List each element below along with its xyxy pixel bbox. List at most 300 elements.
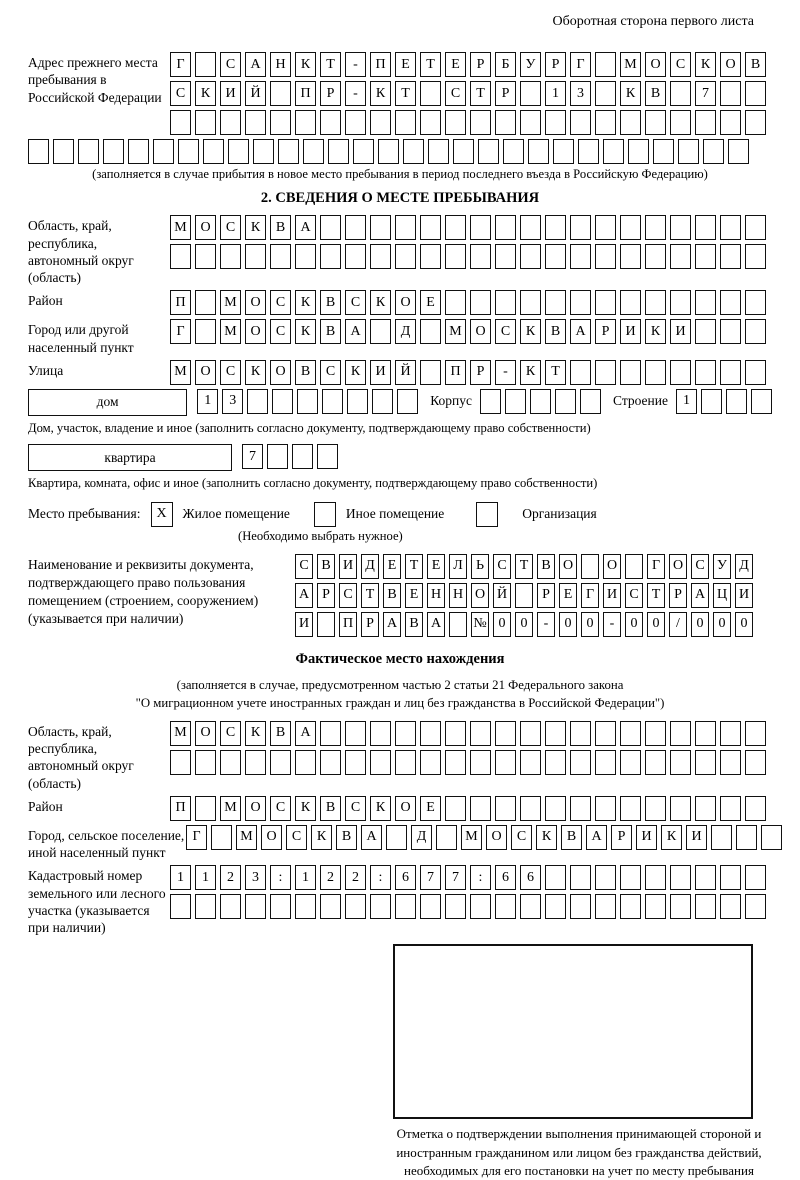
char-cell[interactable]: Т <box>420 52 441 77</box>
char-cell[interactable] <box>695 750 716 775</box>
char-cell[interactable] <box>478 139 499 164</box>
char-cell[interactable] <box>353 139 374 164</box>
char-cell[interactable] <box>570 244 591 269</box>
char-cell[interactable] <box>620 290 641 315</box>
char-cell[interactable] <box>620 894 641 919</box>
char-cell[interactable]: В <box>320 319 341 344</box>
char-cell[interactable]: Т <box>515 554 533 579</box>
char-cell[interactable]: С <box>345 796 366 821</box>
char-cell[interactable] <box>428 139 449 164</box>
char-cell[interactable]: У <box>520 52 541 77</box>
char-cell[interactable] <box>595 81 616 106</box>
char-cell[interactable]: М <box>170 721 191 746</box>
char-cell[interactable] <box>470 796 491 821</box>
char-cell[interactable] <box>578 139 599 164</box>
char-cell[interactable] <box>520 721 541 746</box>
char-cell[interactable]: - <box>537 612 555 637</box>
char-cell[interactable] <box>320 110 341 135</box>
char-cell[interactable] <box>761 825 782 850</box>
char-cell[interactable] <box>553 139 574 164</box>
char-cell[interactable]: Г <box>186 825 207 850</box>
char-cell[interactable]: А <box>383 612 401 637</box>
char-cell[interactable] <box>295 244 316 269</box>
char-cell[interactable] <box>320 750 341 775</box>
char-cell[interactable] <box>195 290 216 315</box>
char-cell[interactable]: Т <box>545 360 566 385</box>
char-cell[interactable]: Р <box>470 52 491 77</box>
char-cell[interactable]: Д <box>395 319 416 344</box>
char-cell[interactable]: 0 <box>713 612 731 637</box>
char-cell[interactable] <box>678 139 699 164</box>
char-cell[interactable] <box>645 215 666 240</box>
char-cell[interactable] <box>736 825 757 850</box>
char-cell[interactable] <box>695 721 716 746</box>
char-cell[interactable]: В <box>336 825 357 850</box>
char-cell[interactable] <box>726 389 747 414</box>
char-cell[interactable]: 0 <box>691 612 709 637</box>
char-cell[interactable]: 1 <box>170 865 191 890</box>
char-cell[interactable] <box>170 750 191 775</box>
char-cell[interactable]: Н <box>449 583 467 608</box>
char-cell[interactable] <box>670 215 691 240</box>
char-cell[interactable]: 3 <box>245 865 266 890</box>
char-cell[interactable] <box>397 389 418 414</box>
char-cell[interactable]: 3 <box>222 389 243 414</box>
char-cell[interactable]: № <box>471 612 489 637</box>
char-cell[interactable]: К <box>345 360 366 385</box>
char-cell[interactable]: К <box>195 81 216 106</box>
char-cell[interactable] <box>645 750 666 775</box>
char-cell[interactable] <box>103 139 124 164</box>
char-cell[interactable]: И <box>735 583 753 608</box>
char-cell[interactable]: В <box>645 81 666 106</box>
char-cell[interactable] <box>345 244 366 269</box>
char-cell[interactable]: О <box>395 796 416 821</box>
char-cell[interactable] <box>670 796 691 821</box>
char-cell[interactable]: И <box>670 319 691 344</box>
char-cell[interactable] <box>720 750 741 775</box>
char-cell[interactable]: С <box>220 721 241 746</box>
char-cell[interactable] <box>570 360 591 385</box>
char-cell[interactable] <box>520 110 541 135</box>
char-cell[interactable]: 6 <box>495 865 516 890</box>
char-cell[interactable] <box>245 894 266 919</box>
char-cell[interactable] <box>720 110 741 135</box>
char-cell[interactable] <box>545 750 566 775</box>
char-cell[interactable] <box>620 110 641 135</box>
char-cell[interactable] <box>520 290 541 315</box>
char-cell[interactable]: 0 <box>647 612 665 637</box>
char-cell[interactable]: В <box>537 554 555 579</box>
char-cell[interactable] <box>645 244 666 269</box>
char-cell[interactable]: 2 <box>320 865 341 890</box>
char-cell[interactable] <box>503 139 524 164</box>
char-cell[interactable]: О <box>470 319 491 344</box>
char-cell[interactable]: П <box>295 81 316 106</box>
char-cell[interactable] <box>303 139 324 164</box>
stay-type-checkbox-residential[interactable]: X <box>151 502 173 527</box>
char-cell[interactable] <box>170 244 191 269</box>
stay-type-checkbox-organization[interactable] <box>476 502 498 527</box>
char-cell[interactable] <box>745 721 766 746</box>
char-cell[interactable] <box>720 894 741 919</box>
char-cell[interactable]: С <box>691 554 709 579</box>
char-cell[interactable] <box>345 894 366 919</box>
char-cell[interactable]: К <box>536 825 557 850</box>
char-cell[interactable] <box>570 750 591 775</box>
char-cell[interactable]: Р <box>495 81 516 106</box>
char-cell[interactable] <box>745 110 766 135</box>
char-cell[interactable] <box>295 750 316 775</box>
char-cell[interactable] <box>581 554 599 579</box>
char-cell[interactable] <box>170 110 191 135</box>
char-cell[interactable]: О <box>669 554 687 579</box>
char-cell[interactable] <box>445 721 466 746</box>
char-cell[interactable] <box>670 894 691 919</box>
char-cell[interactable]: 1 <box>295 865 316 890</box>
char-cell[interactable] <box>195 894 216 919</box>
char-cell[interactable] <box>395 894 416 919</box>
char-cell[interactable]: О <box>195 360 216 385</box>
char-cell[interactable]: И <box>636 825 657 850</box>
char-cell[interactable] <box>220 110 241 135</box>
char-cell[interactable]: Р <box>537 583 555 608</box>
char-cell[interactable] <box>720 81 741 106</box>
char-cell[interactable] <box>670 865 691 890</box>
char-cell[interactable] <box>445 750 466 775</box>
char-cell[interactable]: 7 <box>445 865 466 890</box>
char-cell[interactable] <box>720 215 741 240</box>
char-cell[interactable] <box>620 796 641 821</box>
char-cell[interactable] <box>370 215 391 240</box>
char-cell[interactable] <box>670 244 691 269</box>
char-cell[interactable]: Р <box>470 360 491 385</box>
char-cell[interactable]: М <box>620 52 641 77</box>
char-cell[interactable] <box>370 319 391 344</box>
char-cell[interactable]: П <box>370 52 391 77</box>
char-cell[interactable] <box>420 750 441 775</box>
char-cell[interactable] <box>128 139 149 164</box>
char-cell[interactable] <box>595 290 616 315</box>
char-cell[interactable]: Т <box>405 554 423 579</box>
char-cell[interactable]: Ь <box>471 554 489 579</box>
char-cell[interactable] <box>345 110 366 135</box>
char-cell[interactable] <box>545 290 566 315</box>
char-cell[interactable]: А <box>361 825 382 850</box>
char-cell[interactable] <box>445 894 466 919</box>
char-cell[interactable]: Ц <box>713 583 731 608</box>
char-cell[interactable] <box>628 139 649 164</box>
char-cell[interactable] <box>695 110 716 135</box>
char-cell[interactable] <box>445 110 466 135</box>
char-cell[interactable] <box>245 750 266 775</box>
char-cell[interactable] <box>317 612 335 637</box>
char-cell[interactable] <box>322 389 343 414</box>
char-cell[interactable] <box>720 796 741 821</box>
char-cell[interactable]: 0 <box>735 612 753 637</box>
char-cell[interactable]: О <box>471 583 489 608</box>
char-cell[interactable] <box>270 244 291 269</box>
char-cell[interactable]: П <box>170 290 191 315</box>
char-cell[interactable] <box>445 244 466 269</box>
char-cell[interactable] <box>420 894 441 919</box>
char-cell[interactable]: / <box>669 612 687 637</box>
char-cell[interactable]: М <box>220 796 241 821</box>
char-cell[interactable] <box>745 894 766 919</box>
char-cell[interactable] <box>370 750 391 775</box>
char-cell[interactable]: А <box>570 319 591 344</box>
char-cell[interactable]: О <box>720 52 741 77</box>
char-cell[interactable] <box>370 894 391 919</box>
char-cell[interactable]: В <box>270 721 291 746</box>
char-cell[interactable] <box>695 796 716 821</box>
char-cell[interactable]: К <box>245 360 266 385</box>
char-cell[interactable] <box>545 894 566 919</box>
char-cell[interactable] <box>370 244 391 269</box>
char-cell[interactable]: 6 <box>395 865 416 890</box>
char-cell[interactable]: - <box>495 360 516 385</box>
char-cell[interactable]: - <box>345 81 366 106</box>
char-cell[interactable] <box>520 894 541 919</box>
char-cell[interactable] <box>695 894 716 919</box>
char-cell[interactable]: Г <box>581 583 599 608</box>
char-cell[interactable] <box>703 139 724 164</box>
char-cell[interactable]: 6 <box>520 865 541 890</box>
char-cell[interactable]: 0 <box>559 612 577 637</box>
char-cell[interactable] <box>595 865 616 890</box>
char-cell[interactable] <box>372 389 393 414</box>
char-cell[interactable]: В <box>270 215 291 240</box>
char-cell[interactable] <box>395 110 416 135</box>
char-cell[interactable] <box>645 360 666 385</box>
char-cell[interactable]: - <box>603 612 621 637</box>
char-cell[interactable]: 0 <box>493 612 511 637</box>
char-cell[interactable]: А <box>245 52 266 77</box>
char-cell[interactable] <box>470 290 491 315</box>
char-cell[interactable]: Й <box>245 81 266 106</box>
char-cell[interactable] <box>403 139 424 164</box>
char-cell[interactable]: - <box>345 52 366 77</box>
stay-type-checkbox-other-premises[interactable] <box>314 502 336 527</box>
char-cell[interactable] <box>695 290 716 315</box>
char-cell[interactable]: К <box>295 290 316 315</box>
char-cell[interactable]: М <box>220 319 241 344</box>
char-cell[interactable]: К <box>620 81 641 106</box>
char-cell[interactable] <box>745 796 766 821</box>
char-cell[interactable]: О <box>486 825 507 850</box>
char-cell[interactable] <box>253 139 274 164</box>
char-cell[interactable] <box>745 750 766 775</box>
char-cell[interactable]: В <box>405 612 423 637</box>
char-cell[interactable] <box>195 796 216 821</box>
char-cell[interactable] <box>530 389 551 414</box>
char-cell[interactable] <box>420 721 441 746</box>
char-cell[interactable] <box>470 110 491 135</box>
char-cell[interactable] <box>620 865 641 890</box>
char-cell[interactable] <box>545 865 566 890</box>
char-cell[interactable] <box>449 612 467 637</box>
char-cell[interactable] <box>295 110 316 135</box>
char-cell[interactable] <box>645 865 666 890</box>
char-cell[interactable] <box>720 244 741 269</box>
char-cell[interactable]: О <box>645 52 666 77</box>
char-cell[interactable]: К <box>520 319 541 344</box>
char-cell[interactable]: С <box>320 360 341 385</box>
char-cell[interactable]: : <box>270 865 291 890</box>
char-cell[interactable]: В <box>320 796 341 821</box>
char-cell[interactable]: Т <box>470 81 491 106</box>
char-cell[interactable] <box>670 290 691 315</box>
char-cell[interactable] <box>420 110 441 135</box>
char-cell[interactable]: С <box>170 81 191 106</box>
char-cell[interactable]: Г <box>170 319 191 344</box>
char-cell[interactable]: И <box>370 360 391 385</box>
char-cell[interactable] <box>505 389 526 414</box>
char-cell[interactable]: О <box>270 360 291 385</box>
char-cell[interactable]: О <box>395 290 416 315</box>
char-cell[interactable]: А <box>691 583 709 608</box>
char-cell[interactable] <box>370 110 391 135</box>
char-cell[interactable]: 7 <box>420 865 441 890</box>
char-cell[interactable] <box>370 721 391 746</box>
char-cell[interactable]: С <box>286 825 307 850</box>
char-cell[interactable] <box>245 244 266 269</box>
char-cell[interactable]: Р <box>545 52 566 77</box>
char-cell[interactable]: С <box>270 290 291 315</box>
char-cell[interactable]: Е <box>445 52 466 77</box>
char-cell[interactable] <box>620 215 641 240</box>
char-cell[interactable] <box>515 583 533 608</box>
char-cell[interactable] <box>701 389 722 414</box>
char-cell[interactable] <box>645 721 666 746</box>
char-cell[interactable]: Г <box>647 554 665 579</box>
char-cell[interactable] <box>470 750 491 775</box>
char-cell[interactable] <box>153 139 174 164</box>
char-cell[interactable]: К <box>295 52 316 77</box>
char-cell[interactable]: О <box>195 721 216 746</box>
char-cell[interactable]: 7 <box>242 444 263 469</box>
char-cell[interactable]: К <box>311 825 332 850</box>
char-cell[interactable] <box>570 290 591 315</box>
char-cell[interactable]: В <box>545 319 566 344</box>
char-cell[interactable] <box>520 750 541 775</box>
char-cell[interactable] <box>570 215 591 240</box>
char-cell[interactable] <box>670 721 691 746</box>
char-cell[interactable]: О <box>559 554 577 579</box>
char-cell[interactable] <box>320 721 341 746</box>
char-cell[interactable] <box>695 865 716 890</box>
char-cell[interactable] <box>245 110 266 135</box>
char-cell[interactable]: Е <box>395 52 416 77</box>
char-cell[interactable]: 1 <box>197 389 218 414</box>
char-cell[interactable] <box>270 110 291 135</box>
char-cell[interactable] <box>345 721 366 746</box>
char-cell[interactable]: К <box>520 360 541 385</box>
char-cell[interactable] <box>670 81 691 106</box>
char-cell[interactable]: В <box>383 583 401 608</box>
char-cell[interactable]: П <box>339 612 357 637</box>
char-cell[interactable] <box>495 110 516 135</box>
char-cell[interactable]: О <box>195 215 216 240</box>
char-cell[interactable] <box>620 360 641 385</box>
char-cell[interactable]: О <box>245 319 266 344</box>
char-cell[interactable]: Й <box>395 360 416 385</box>
char-cell[interactable] <box>745 290 766 315</box>
char-cell[interactable] <box>436 825 457 850</box>
char-cell[interactable] <box>445 215 466 240</box>
char-cell[interactable] <box>670 110 691 135</box>
char-cell[interactable]: В <box>561 825 582 850</box>
char-cell[interactable] <box>378 139 399 164</box>
char-cell[interactable] <box>745 319 766 344</box>
char-cell[interactable] <box>347 389 368 414</box>
char-cell[interactable]: К <box>645 319 666 344</box>
char-cell[interactable]: М <box>220 290 241 315</box>
char-cell[interactable]: Е <box>383 554 401 579</box>
char-cell[interactable] <box>595 796 616 821</box>
char-cell[interactable]: М <box>170 215 191 240</box>
char-cell[interactable]: В <box>745 52 766 77</box>
char-cell[interactable] <box>495 215 516 240</box>
char-cell[interactable]: 0 <box>515 612 533 637</box>
char-cell[interactable] <box>345 750 366 775</box>
char-cell[interactable]: П <box>445 360 466 385</box>
char-cell[interactable]: : <box>470 865 491 890</box>
char-cell[interactable] <box>645 796 666 821</box>
char-cell[interactable] <box>195 750 216 775</box>
char-cell[interactable] <box>195 244 216 269</box>
char-cell[interactable]: О <box>261 825 282 850</box>
char-cell[interactable]: С <box>295 554 313 579</box>
char-cell[interactable] <box>720 290 741 315</box>
char-cell[interactable]: Т <box>361 583 379 608</box>
char-cell[interactable]: Е <box>427 554 445 579</box>
char-cell[interactable] <box>495 750 516 775</box>
char-cell[interactable] <box>520 81 541 106</box>
char-cell[interactable] <box>320 244 341 269</box>
char-cell[interactable] <box>295 894 316 919</box>
char-cell[interactable] <box>345 215 366 240</box>
char-cell[interactable]: К <box>245 721 266 746</box>
char-cell[interactable]: С <box>270 796 291 821</box>
char-cell[interactable]: С <box>495 319 516 344</box>
char-cell[interactable] <box>595 750 616 775</box>
char-cell[interactable] <box>220 894 241 919</box>
char-cell[interactable] <box>545 244 566 269</box>
char-cell[interactable]: К <box>245 215 266 240</box>
char-cell[interactable]: М <box>170 360 191 385</box>
char-cell[interactable] <box>53 139 74 164</box>
char-cell[interactable] <box>267 444 288 469</box>
char-cell[interactable]: Р <box>320 81 341 106</box>
char-cell[interactable] <box>386 825 407 850</box>
char-cell[interactable]: А <box>345 319 366 344</box>
char-cell[interactable] <box>570 110 591 135</box>
char-cell[interactable] <box>395 721 416 746</box>
char-cell[interactable]: С <box>220 360 241 385</box>
char-cell[interactable] <box>745 215 766 240</box>
char-cell[interactable]: К <box>695 52 716 77</box>
char-cell[interactable] <box>320 215 341 240</box>
char-cell[interactable]: И <box>220 81 241 106</box>
char-cell[interactable] <box>745 360 766 385</box>
char-cell[interactable] <box>328 139 349 164</box>
char-cell[interactable]: К <box>295 319 316 344</box>
char-cell[interactable]: О <box>245 290 266 315</box>
char-cell[interactable] <box>178 139 199 164</box>
char-cell[interactable] <box>453 139 474 164</box>
char-cell[interactable] <box>720 319 741 344</box>
